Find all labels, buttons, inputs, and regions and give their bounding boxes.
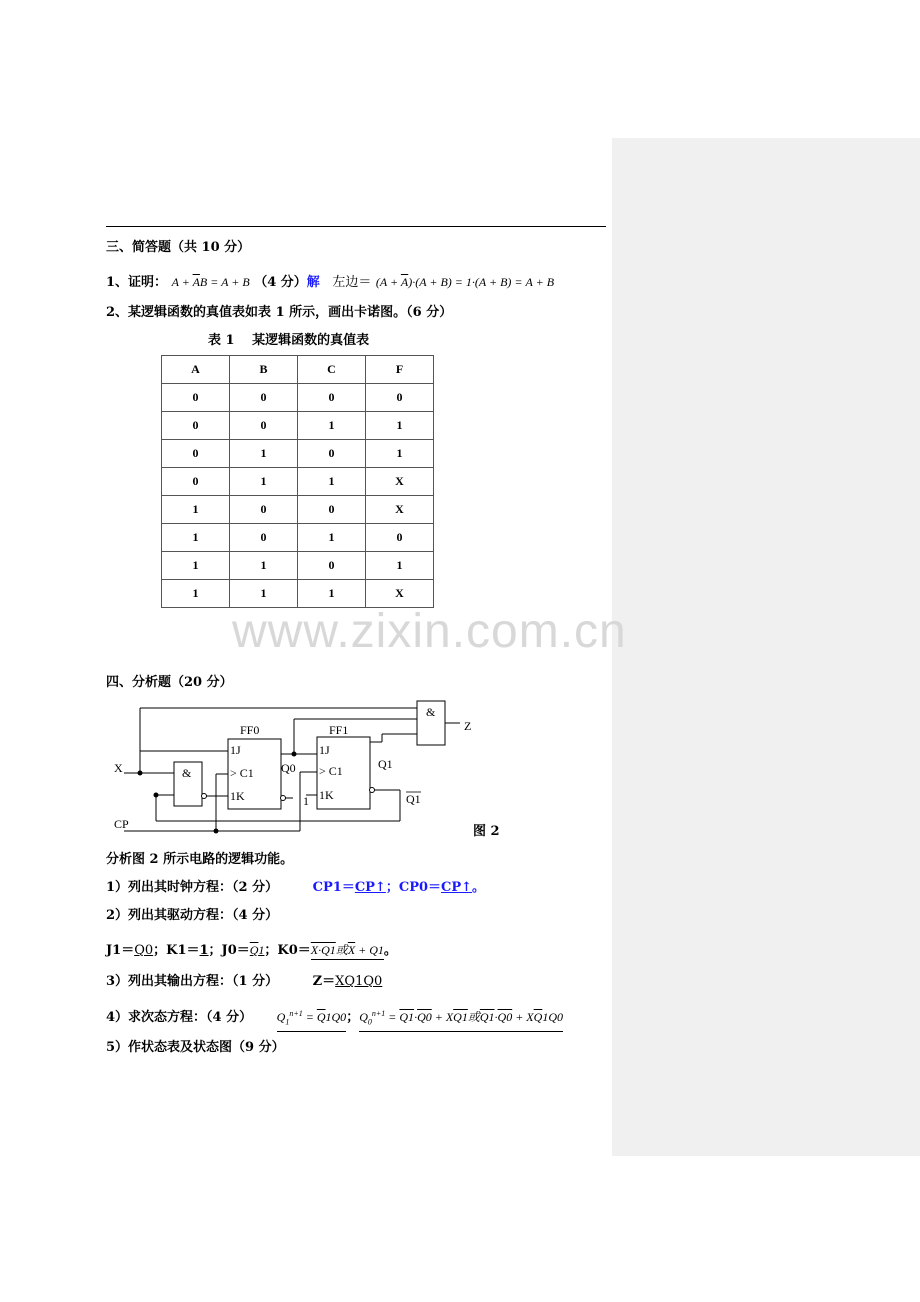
- q1-expr: $A + \overline{A}B = A + B$: [171, 275, 250, 289]
- s1-ans-a-val: CP↑: [354, 880, 386, 895]
- table-row: [162, 468, 434, 496]
- table-cell: 1: [298, 580, 366, 608]
- s2-label: 2）列出其驱动方程：（4 分）: [106, 908, 279, 923]
- table-cell: 1: [162, 524, 230, 552]
- k0-value: X·Q1或$\overline{X} + Q1$: [311, 942, 384, 960]
- table-cell: 0: [298, 384, 366, 412]
- table-cell: 1: [230, 552, 298, 580]
- k1-label: ；K1＝: [153, 943, 200, 958]
- table-cell: 0: [230, 412, 298, 440]
- q1-label: 1、证明：: [106, 275, 168, 290]
- comment-pane: [612, 138, 920, 1156]
- s1-label: 1）列出其时钟方程：（2 分）: [106, 880, 279, 895]
- table-header-cell: A: [162, 356, 230, 384]
- section4-heading: 四、分析题（20 分）: [106, 675, 233, 690]
- s1-ans-b: CP0＝: [398, 880, 442, 895]
- s4-line: [106, 1006, 563, 1032]
- table-row: [162, 440, 434, 468]
- table-cell: 1: [230, 580, 298, 608]
- circuit-diagram: [110, 696, 510, 836]
- s3-ans-val: XQ1Q0: [335, 974, 383, 989]
- j0-value: Q1: [249, 943, 265, 957]
- table-row: [162, 496, 434, 524]
- table-cell: X: [366, 496, 434, 524]
- s4-eq1: $Q_1^{n+1} = \overline{Q}1Q0$: [277, 1006, 347, 1032]
- table-cell: 1: [162, 580, 230, 608]
- ff0-clk-label: > C1: [230, 766, 254, 780]
- table-cell: 0: [162, 412, 230, 440]
- table-row: [162, 524, 434, 552]
- s1-ans-a: CP1＝: [312, 880, 355, 895]
- cp-label: CP: [114, 817, 129, 831]
- q1-proof-lhs: 左边＝: [332, 275, 372, 290]
- s1-line: [106, 880, 485, 896]
- ff1-label: FF1: [329, 723, 349, 737]
- table-cell: 0: [230, 496, 298, 524]
- section3-heading: 三、简答题（共 10 分）: [106, 240, 251, 255]
- table-row: [162, 412, 434, 440]
- header-rule: [106, 226, 606, 227]
- s3-line: [106, 974, 382, 990]
- table-cell: 1: [298, 412, 366, 440]
- table-row: [162, 552, 434, 580]
- watermark: www.zixin.com.cn: [232, 605, 627, 658]
- j1-label: J1＝: [106, 943, 135, 958]
- ff1-j-label: 1J: [319, 743, 330, 757]
- q1bar-label: Q1: [406, 792, 421, 806]
- ff1-k-label: 1K: [319, 788, 334, 802]
- q1-proof-body: $(A + \overline{A})\cdot(A + B) = 1\cdot(A + B) = A + B$: [375, 275, 555, 289]
- table-cell: 1: [298, 524, 366, 552]
- table-header-row: [162, 356, 434, 384]
- q0-label: Q0: [281, 761, 296, 775]
- table-cell: 0: [366, 524, 434, 552]
- s3-label: 3）列出其输出方程：（1 分）: [106, 974, 279, 989]
- s4-sep: ；: [346, 1010, 360, 1025]
- ff0-label: FF0: [240, 723, 260, 737]
- q1-points: （4 分）: [254, 275, 307, 290]
- q1-solve: 解: [306, 275, 320, 290]
- s3-ans: Z＝: [312, 974, 336, 989]
- drive-line: [106, 942, 397, 960]
- ff0-j-label: 1J: [230, 743, 241, 757]
- table-caption: 表 1 某逻辑函数的真值表: [208, 333, 370, 348]
- ff1-clk-label: > C1: [319, 764, 343, 778]
- table-cell: 1: [366, 440, 434, 468]
- table-cell: 0: [162, 440, 230, 468]
- q2-text: 2、某逻辑函数的真值表如表 1 所示，画出卡诺图。（6 分）: [106, 305, 453, 320]
- figure-label: 图 2: [473, 824, 500, 839]
- x-label: X: [114, 761, 123, 775]
- task-text: 分析图 2 所示电路的逻辑功能。: [106, 852, 294, 867]
- table-cell: 0: [230, 524, 298, 552]
- q1-label: Q1: [378, 757, 393, 771]
- one-label: 1: [303, 794, 309, 808]
- table-cell: 0: [298, 496, 366, 524]
- ff0-k-label: 1K: [230, 789, 245, 803]
- s1-sep: ；: [385, 880, 399, 895]
- table-header-cell: B: [230, 356, 298, 384]
- table-cell: 1: [230, 440, 298, 468]
- j1-value: Q0: [134, 943, 154, 958]
- drive-end: 。: [383, 943, 397, 958]
- k0-label: ；K0＝: [264, 943, 311, 958]
- s1-end: 。: [472, 880, 486, 895]
- table-cell: 1: [230, 468, 298, 496]
- table-cell: 0: [162, 384, 230, 412]
- table-cell: 0: [366, 384, 434, 412]
- table-cell: 0: [298, 440, 366, 468]
- table-header-cell: C: [298, 356, 366, 384]
- s4-eq2: $Q_0^{n+1} = Q1\cdot Q0 + XQ1$或$Q1\cdot Q0 + X\overline{Q}1Q0$: [359, 1006, 563, 1032]
- table-cell: 1: [162, 552, 230, 580]
- q1-line: [106, 274, 554, 291]
- nand-label: &: [182, 766, 192, 780]
- z-label: Z: [464, 719, 472, 733]
- j0-label: ；J0＝: [208, 943, 250, 958]
- table-cell: 0: [230, 384, 298, 412]
- table-row: [162, 384, 434, 412]
- table-cell: X: [366, 468, 434, 496]
- s5-label: 5）作状态表及状态图（9 分）: [106, 1040, 285, 1055]
- table-cell: 1: [366, 412, 434, 440]
- and-label: &: [426, 705, 436, 719]
- table-cell: X: [366, 580, 434, 608]
- table-cell: 1: [366, 552, 434, 580]
- k1-value: 1: [199, 943, 209, 958]
- s4-label: 4）求次态方程：（4 分）: [106, 1010, 253, 1025]
- truth-table: [161, 355, 434, 608]
- table-cell: 1: [298, 468, 366, 496]
- s1-ans-b-val: CP↑: [441, 880, 473, 895]
- table-cell: 1: [162, 496, 230, 524]
- table-cell: 0: [298, 552, 366, 580]
- table-cell: 0: [162, 468, 230, 496]
- table-header-cell: F: [366, 356, 434, 384]
